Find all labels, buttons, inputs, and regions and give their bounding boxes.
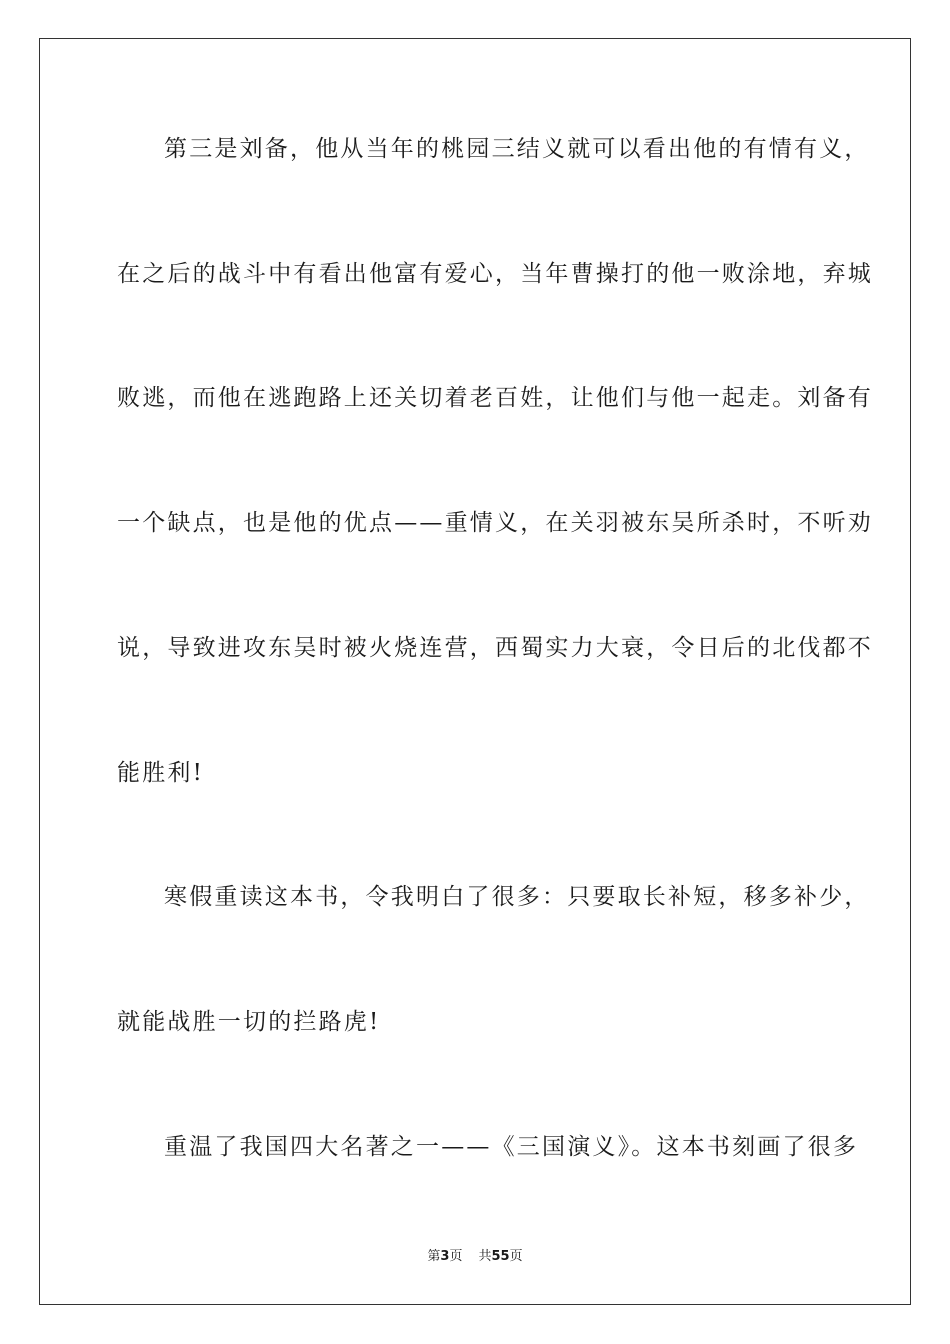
- text-line: 重温了我国四大名著之一——《三国演义》。这本书刻画了很多: [164, 1134, 859, 1160]
- text-line: 败逃，而他在逃跑路上还关切着老百姓，让他们与他一起走。刘备有: [117, 385, 873, 411]
- page-suffix: 页: [449, 1249, 463, 1264]
- page-footer: [0, 1248, 950, 1266]
- text-line: 说，导致进攻东吴时被火烧连营，西蜀实力大衰，令日后的北伐都不: [117, 635, 873, 661]
- text-line: 寒假重读这本书，令我明白了很多：只要取长补短，移多补少，: [164, 884, 870, 910]
- page-border: [39, 38, 911, 1305]
- total-suffix: 页: [509, 1249, 523, 1264]
- total-prefix: 共: [478, 1249, 492, 1264]
- text-line: 能胜利!: [117, 760, 205, 786]
- total-pages: 55: [491, 1249, 510, 1264]
- page-number: 3: [440, 1249, 450, 1264]
- text-line: 一个缺点，也是他的优点——重情义，在关羽被东吴所杀时，不听劝: [117, 510, 873, 536]
- page-prefix: 第: [427, 1249, 441, 1264]
- text-line: 第三是刘备，他从当年的桃园三结义就可以看出他的有情有义，: [164, 136, 870, 162]
- text-line: 在之后的战斗中有看出他富有爱心，当年曹操打的他一败涂地，弃城: [117, 261, 873, 287]
- text-line: 就能战胜一切的拦路虎!: [117, 1009, 381, 1035]
